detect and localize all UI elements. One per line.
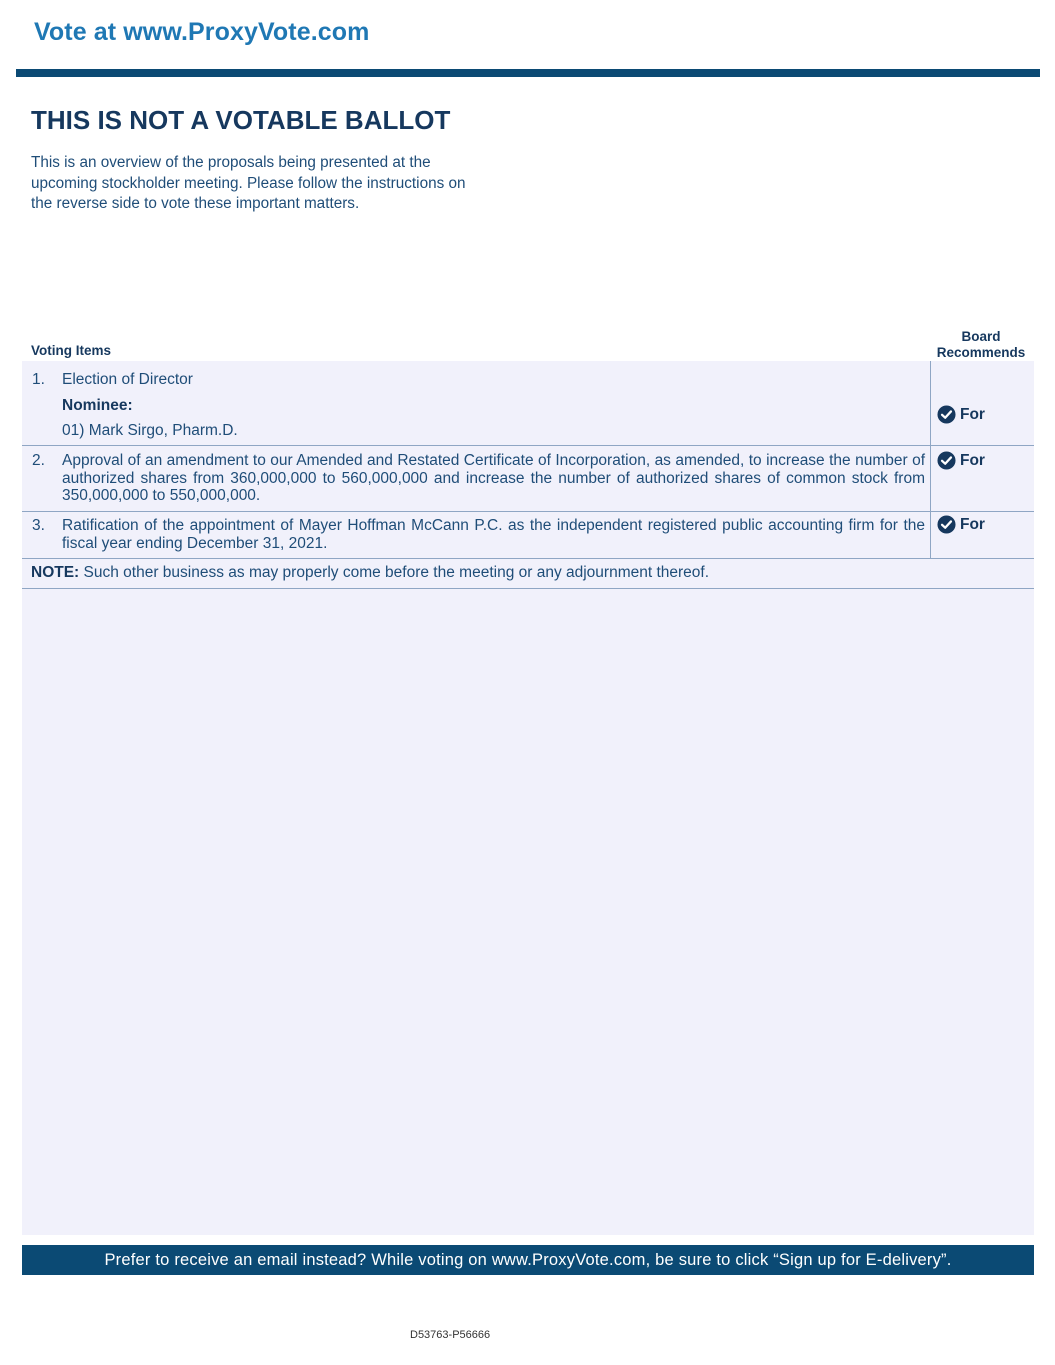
voting-item-row	[22, 361, 1034, 446]
ballot-heading: THIS IS NOT A VOTABLE BALLOT	[31, 105, 451, 135]
item-number: 2.	[32, 452, 45, 469]
intro-line: the reverse side to vote these important matters.	[31, 195, 360, 212]
item-text: Approval of an amendment to our Amended and Restated Certificate of Incorporation, as amended, to increase the number of authorized shares from 360,000,000 to 560,000,000 and increase the number of authorized shares of common stock from 350,000,000 to 550,000,000.	[62, 452, 925, 504]
recommendation-label: For	[960, 405, 985, 423]
note-label: NOTE:	[31, 564, 80, 581]
recommendation	[937, 515, 985, 534]
page-header-title[interactable]: Vote at www.ProxyVote.com	[34, 18, 370, 46]
recommendation-label: For	[960, 515, 985, 533]
recommendation	[937, 451, 985, 470]
board-header-line: Recommends	[936, 345, 1026, 360]
recommendation	[937, 405, 985, 424]
note-text	[31, 564, 709, 582]
nominee-name: 01) Mark Sirgo, Pharm.D.	[62, 422, 238, 439]
recommendation-cell	[930, 446, 1035, 511]
voting-item-row	[22, 512, 1034, 559]
item-text	[62, 371, 925, 440]
recommendation-cell	[930, 512, 1035, 558]
intro-text	[31, 153, 521, 215]
nominee-label: Nominee:	[62, 396, 133, 414]
check-circle-icon	[937, 451, 956, 470]
board-recommends-header	[928, 329, 1034, 361]
voting-item-row	[22, 446, 1034, 512]
item-number: 1.	[32, 371, 45, 388]
item-title: Election of Director	[62, 371, 193, 388]
header-divider	[16, 69, 1040, 77]
board-header-line: Board	[961, 329, 1001, 344]
recommendation-label: For	[960, 451, 985, 469]
voting-items-header: Voting Items	[31, 343, 112, 358]
check-circle-icon	[937, 405, 956, 424]
intro-line: This is an overview of the proposals being presented at the	[31, 154, 431, 171]
item-text: Ratification of the appointment of Mayer Hoffman McCann P.C. as the independent registered public accounting firm for the fiscal year ending December 31, 2021.	[62, 517, 925, 552]
item-number: 3.	[32, 517, 45, 534]
intro-line: upcoming stockholder meeting. Please follow the instructions on	[31, 174, 466, 192]
e-delivery-banner: Prefer to receive an email instead? While voting on www.ProxyVote.com, be sure to click “Sign up for E-delivery”.	[22, 1245, 1034, 1275]
recommendation-cell	[930, 361, 1035, 445]
document-id: D53763-P56666	[410, 1329, 491, 1341]
check-circle-icon	[937, 515, 956, 534]
note-body: Such other business as may properly come before the meeting or any adjournment thereof.	[79, 564, 710, 581]
